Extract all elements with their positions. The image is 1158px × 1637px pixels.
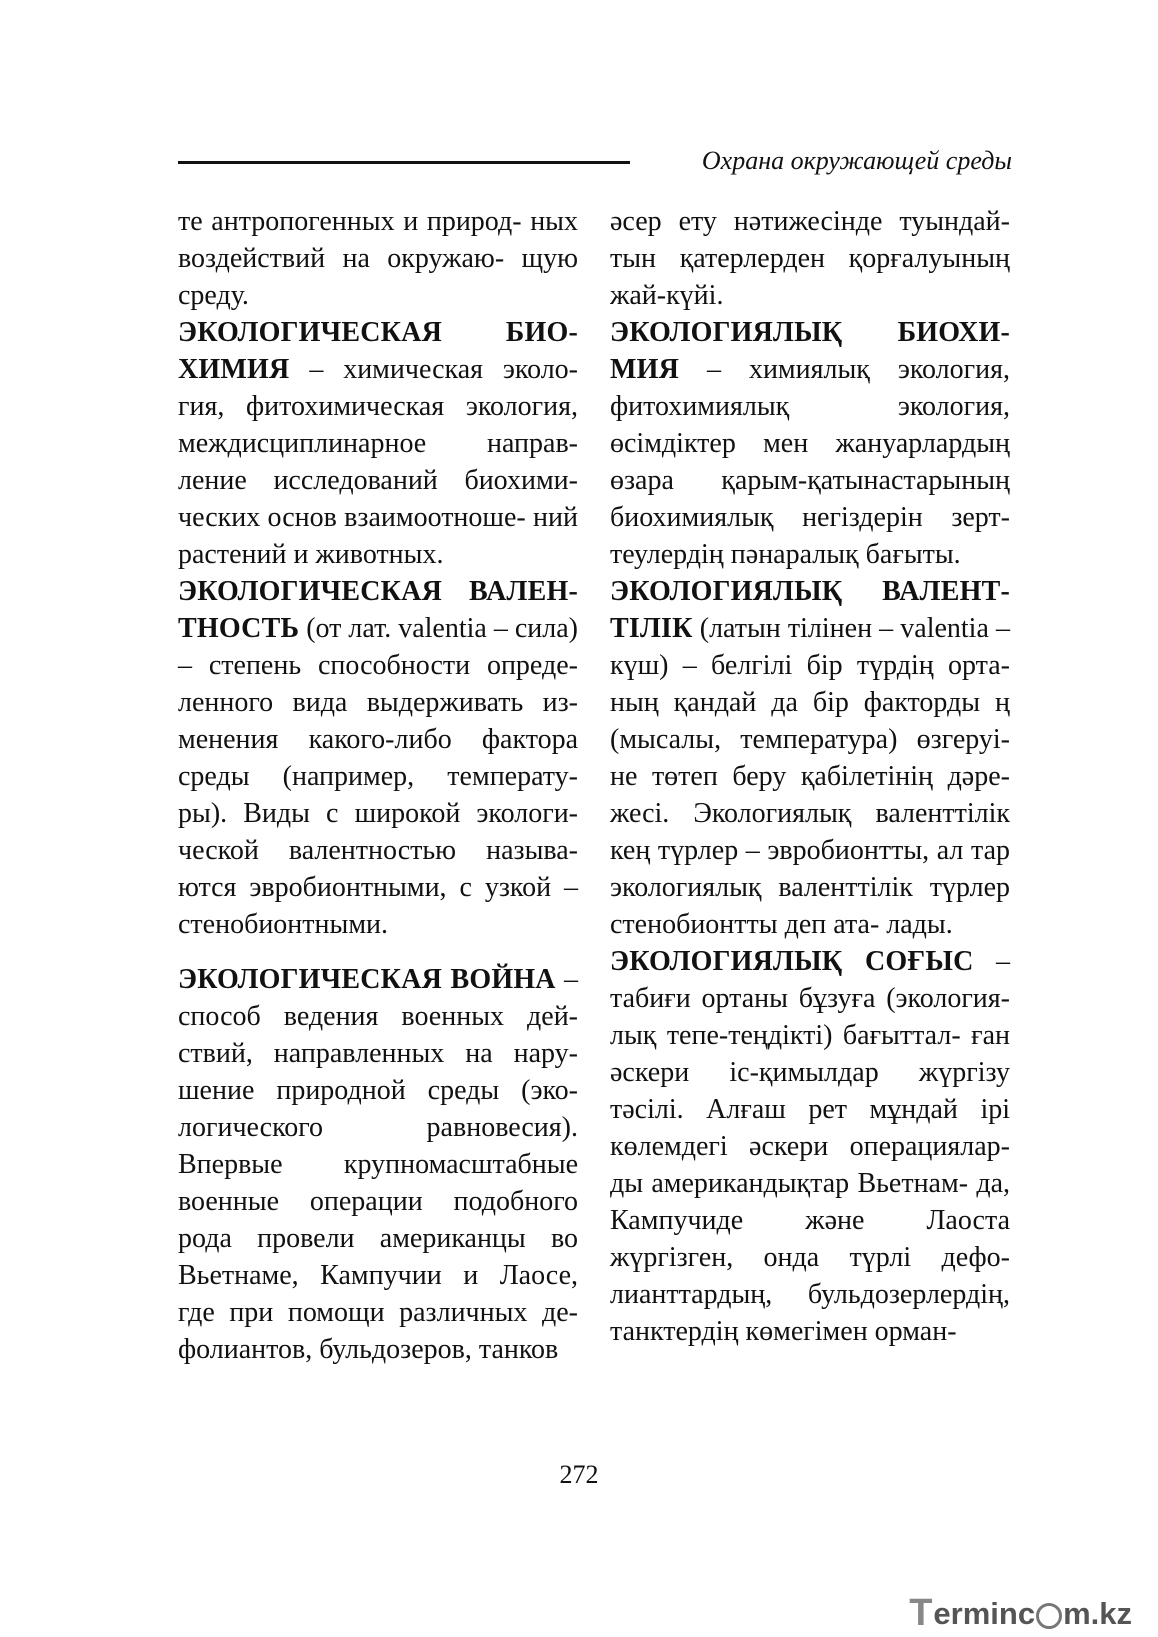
entry-term: ЭКОЛОГИЯЛЫҚ ВАЛЕНТ- ТІЛІК [610,576,1010,644]
continuation-paragraph: әсер ету нәтижесінде туындай- тын қатерлерден қорғалуының жай-күйі. [610,206,1010,311]
entry-definition: (от лат. valentia – сила) – степень способности опреде- ленного вида выдерживать из- менения какого-либо фактора среды (например, температу- ры). Виды с широкой экологи- ческой валентностью называ- ются эвробионтными, с узкой – стенобионтными. [178,613,578,940]
page-number: 272 [559,1460,599,1489]
paragraph-gap [178,943,578,961]
entry-definition: (латын тілінен – valentia – күш) – белгілі бір түрдің орта- ның қандай да бір факторды ң (мысалы, температура) өзгеруі- не төтеп беру қабілетінің дәре- жесі. Экологиялық валенттілік кең түрлер – эвробионтты, ал тар экологиялық валенттілік түрлер стенобионтты деп ата- лады. [610,613,1010,940]
watermark-t: T [909,1592,933,1634]
termincom-watermark [909,1592,1132,1635]
running-title: Охрана окружающей среды [701,146,1012,175]
entry-definition: – химическая эколо- гия, фитохимическая экология, междисциплинарное направ- ление исследований биохими- ческих основ взаимоотноше- ний растений и животных. [178,354,578,570]
entry-definition: – химиялық экология, фитохимиялық экология, өсімдіктер мен жануарлардың өзара қарым-қатынастарының биохимиялық негіздерін зерт- теулердің пәнаралық бағыты. [610,354,1010,570]
entry-term: ЭКОЛОГИЧЕСКАЯ ВОЙНА [178,964,556,995]
header-rule [178,161,630,164]
continuation-paragraph: те антропогенных и природ- ных воздействий на окружаю- щую среду. [178,206,578,311]
entry-ecological-war-kz [610,943,1010,1350]
entry-ecological-valence [178,573,578,943]
entry-term: ЭКОЛОГИЯЛЫҚ БИОХИ- МИЯ [610,317,1010,385]
right-column [610,203,1010,1350]
entry-ecological-biochemistry-kz [610,314,1010,573]
left-column [178,203,578,1368]
entry-definition: – табиғи ортаны бұзуға (экология- лық тепе-теңдікті) бағыттал- ған әскери іс-қимылдар жүргізу тәсілі. Алғаш рет мұндай ірі көлемдегі әскери операциялар- ды американдықтар Вьетнам- да, Кампучиде және Лаоста жүргізген, онда түрлі дефо- лианттардың, бульдозерлердің, танктердің көмегімен орман- [610,946,1010,1347]
entry-ecological-valence-kz [610,573,1010,943]
watermark-text: erminc [933,1595,1036,1631]
watermark-o-icon [1036,1603,1062,1629]
entry-definition: – способ ведения военных дей- ствий, направленных на нару- шение природной среды (эко- логического равновесия). Впервые крупномасштабные военные операции подобного рода провели американцы во Вьетнаме, Кампучии и Лаосе, где при помощи различных де- фолиантов, бульдозеров, танков [178,964,578,1365]
entry-ecological-biochemistry [178,314,578,573]
watermark-domain: m.kz [1063,1595,1132,1631]
entry-term: ЭКОЛОГИЯЛЫҚ СОҒЫС [610,946,974,977]
entry-term: ЭКОЛОГИЧЕСКАЯ ВАЛЕН- ТНОСТЬ [178,576,578,644]
entry-ecological-war [178,961,578,1368]
entry-term: ЭКОЛОГИЧЕСКАЯ БИО- ХИМИЯ [178,317,578,385]
